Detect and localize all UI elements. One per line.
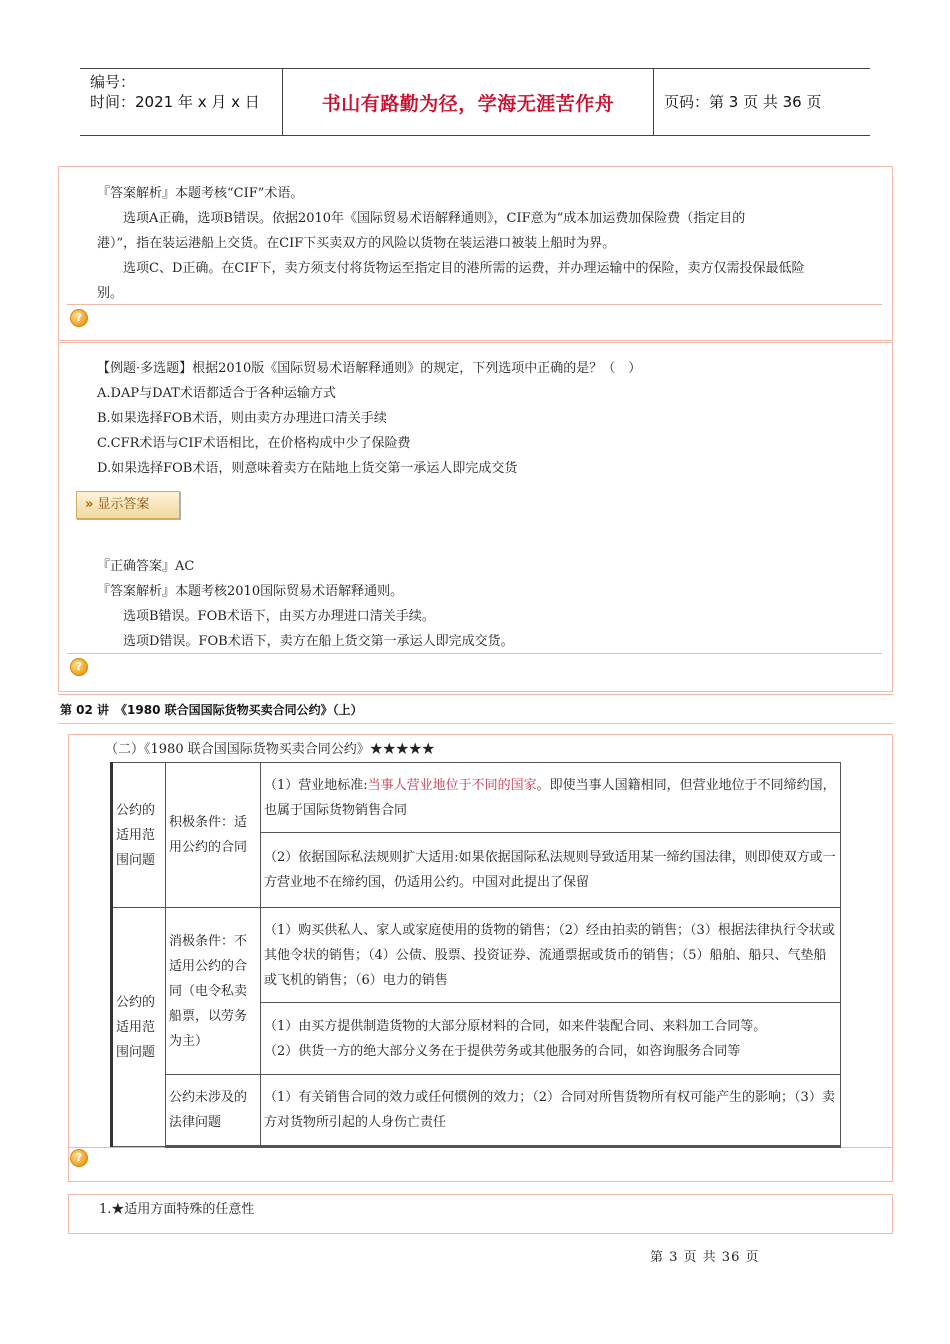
option-a: A.DAP与DAT术语都适合于各种运输方式 bbox=[97, 386, 336, 401]
header-time-label: 时间：2021 年 x 月 x 日 bbox=[90, 93, 260, 111]
answer-line: 『答案解析』本题考核2010国际贸易术语解释通则。 bbox=[97, 584, 404, 599]
table-cell: （1）有关销售合同的效力或任何惯例的效力；（2）合同对所售货物所有权可能产生的影响；（3）卖方对货物所引起的人身伤亡责任 bbox=[261, 1075, 841, 1147]
answer-line: 选项C、D正确。在CIF下，卖方须支付将货物运至指定目的港所需的运费，并办理运输中的保险，卖方仅需投保最低险 bbox=[97, 261, 805, 276]
next-item-text: 1.★适用方面特殊的任意性 bbox=[99, 1202, 255, 1217]
row-subgroup-label: 公约未涉及的法律问题 bbox=[166, 1075, 261, 1147]
row-group-label: 公约的适用范围问题 bbox=[112, 763, 166, 908]
cell-text: 。即使当事人国籍相同，但营业地位于不同缔约国，也属于国际货物销售合同 bbox=[264, 777, 836, 818]
cell-text: （1）营业地标准: bbox=[264, 777, 368, 793]
cell-line: （2）供货一方的绝大部分义务在于提供劳务或其他服务的合同，如咨询服务合同等 bbox=[264, 1043, 741, 1059]
show-answer-label: 显示答案 bbox=[97, 497, 150, 512]
help-icon[interactable]: ? bbox=[70, 1149, 88, 1167]
lecture-title: 第 02 讲 《1980 联合国国际货物买卖合同公约》（上） bbox=[60, 703, 363, 717]
help-icon[interactable]: ? bbox=[70, 658, 88, 676]
row-subgroup-label: 积极条件：适用公约的合同 bbox=[166, 763, 261, 908]
option-b: B.如果选择FOB术语，则由卖方办理进口清关手续 bbox=[97, 411, 387, 426]
option-c: C.CFR术语与CIF术语相比，在价格构成中少了保险费 bbox=[97, 436, 411, 451]
answer-line: 『正确答案』AC bbox=[97, 559, 195, 574]
answer-line: 『答案解析』本题考核“CIF”术语。 bbox=[97, 186, 304, 201]
header-motto-cell bbox=[282, 69, 654, 135]
question-text: 【例题·多选题】根据2010版《国际贸易术语解释通则》的规定，下列选项中正确的是？（ ） bbox=[97, 361, 642, 376]
highlight-text: 当事人营业地位于不同的国家 bbox=[367, 777, 537, 793]
answer-line: 选项B错误。FOB术语下，由买方办理进口清关手续。 bbox=[97, 609, 435, 624]
row-group-label: 公约的适用范围问题 bbox=[112, 908, 166, 1147]
header-number-label: 编号： bbox=[90, 73, 136, 91]
page-footer: 第 3 页 共 36 页 bbox=[650, 1250, 760, 1265]
convention-scope-table bbox=[110, 762, 841, 1148]
table-cell bbox=[261, 763, 841, 833]
header-motto: 书山有路勤为径，学海无涯苦作舟 bbox=[321, 93, 615, 115]
answer-line: 港）”，指在装运港船上交货。在CIF下买卖双方的风险以货物在装运港口被装上船时为界。 bbox=[97, 236, 616, 251]
help-icon[interactable]: ? bbox=[70, 309, 88, 327]
answer-block-1 bbox=[58, 166, 893, 341]
table-cell: （2）依据国际私法规则扩大适用:如果依据国际私法规则导致适用某一缔约国法律，则即使双方或一方营业地不在缔约国，仍适用公约。中国对此提出了保留 bbox=[261, 833, 841, 908]
next-item-block bbox=[68, 1194, 893, 1234]
show-answer-button[interactable] bbox=[76, 491, 180, 519]
question-content bbox=[97, 356, 641, 481]
answer-text-1 bbox=[97, 181, 804, 306]
lecture-title-bar bbox=[58, 694, 893, 724]
double-chevron-icon: » bbox=[85, 497, 94, 512]
answer-text-2 bbox=[97, 554, 514, 654]
divider bbox=[67, 653, 882, 654]
divider bbox=[67, 304, 882, 305]
answer-line: 选项A正确，选项B错误。依据2010年《国际贸易术语解释通则》，CIF意为“成本加运费加保险费（指定目的 bbox=[97, 211, 746, 226]
header-meta bbox=[80, 69, 282, 135]
table-cell: （1）购买供私人、家人或家庭使用的货物的销售；（2）经由拍卖的销售；（3）根据法律执行令状或其他令状的销售；（4）公债、股票、投资证券、流通票据或货币的销售；（5）船舶、船只、气垫船或飞机的销售；（6）电力的销售 bbox=[261, 908, 841, 1003]
question-block bbox=[58, 342, 893, 692]
cell-line: （1）由买方提供制造货物的大部分原材料的合同，如来件装配合同、来料加工合同等。 bbox=[264, 1018, 767, 1034]
option-d: D.如果选择FOB术语，则意味着卖方在陆地上货交第一承运人即完成交货 bbox=[97, 461, 518, 476]
table-cell bbox=[261, 1003, 841, 1075]
answer-line: 别。 bbox=[97, 286, 124, 301]
section-title: （二）《1980 联合国国际货物买卖合同公约》★★★★★ bbox=[105, 742, 435, 757]
row-subgroup-label: 消极条件：不适用公约的合同（电令私卖船票，以劳务为主） bbox=[166, 908, 261, 1075]
page-header bbox=[80, 68, 870, 136]
answer-line: 选项D错误。FOB术语下，卖方在船上货交第一承运人即完成交货。 bbox=[97, 634, 514, 649]
header-page-label: 页码：第 3 页 共 36 页 bbox=[664, 93, 822, 111]
